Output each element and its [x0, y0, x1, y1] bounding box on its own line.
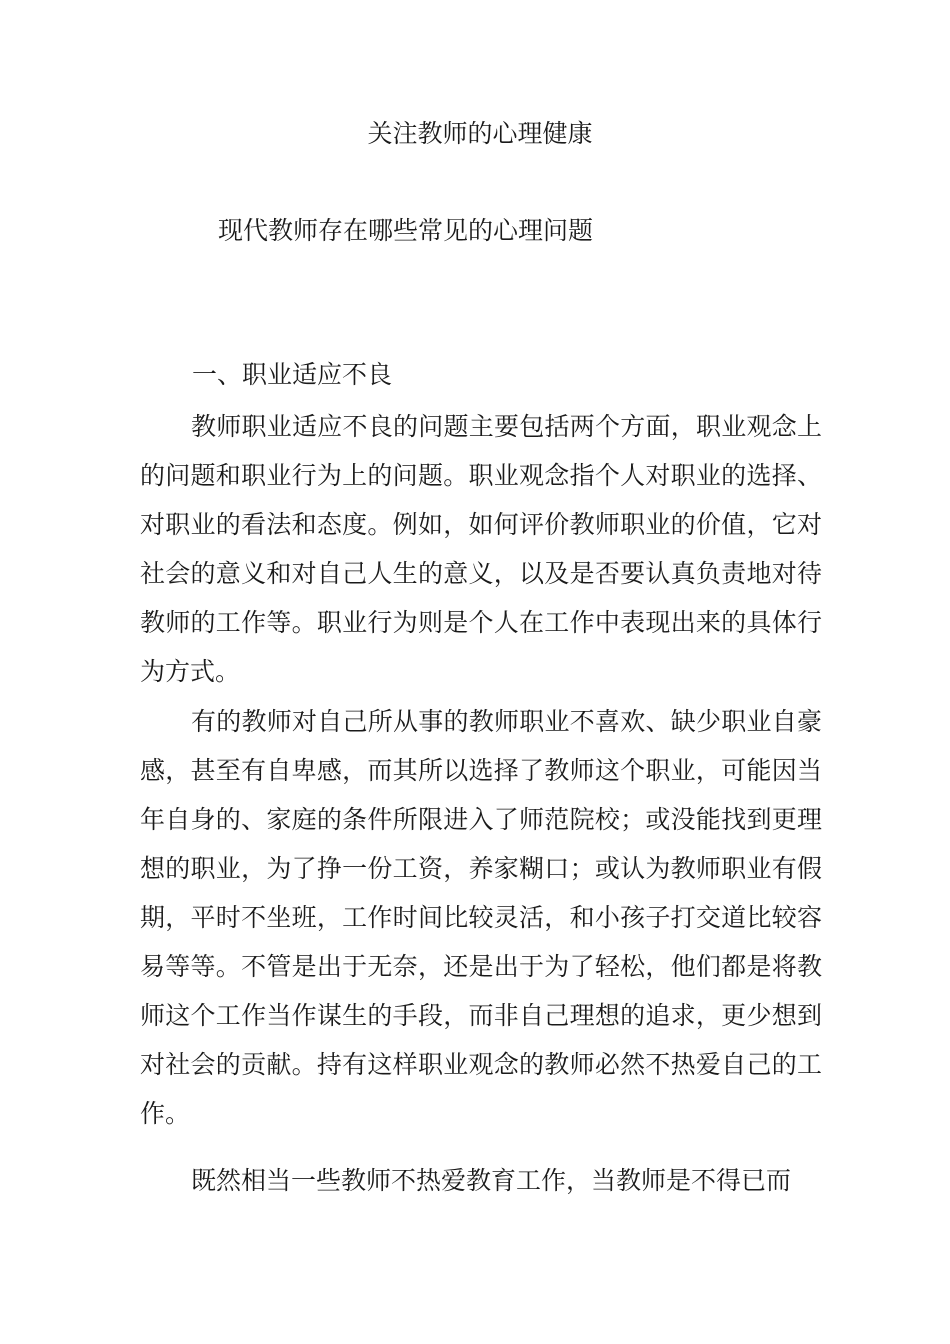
document-title: 关注教师的心理健康: [367, 119, 593, 148]
paragraph-2: 有的教师对自己所从事的教师职业不喜欢、缺少职业自豪感，甚至有自卑感，而其所以选择了教师这个职业，可能因当年自身的、家庭的条件所限进入了师范院校；或没能找到更理想的职业，为了挣一份工资，养家糊口；或认为教师职业有假期，平时不坐班，工作时间比较灵活，和小孩子打交道比较容易等等。不管是出于无奈，还是出于为了轻松，他们都是将教师这个工作当作谋生的手段，而非自己理想的追求，更少想到对社会的贡献。持有这样职业观念的教师必然不热爱自己的工作。: [140, 707, 822, 1128]
paragraph-1: 教师职业适应不良的问题主要包括两个方面，职业观念上的问题和职业行为上的问题。职业观念指个人对职业的选择、对职业的看法和态度。例如，如何评价教师职业的价值，它对社会的意义和对自己人生的意义，以及是否要认真负责地对待教师的工作等。职业行为则是个人在工作中表现出来的具体行为方式。: [140, 412, 822, 686]
section-heading: 一、职业适应不良: [192, 360, 393, 389]
paragraph-3: 既然相当一些教师不热爱教育工作，当教师是不得已而: [191, 1166, 792, 1195]
document-subtitle: 现代教师存在哪些常见的心理问题: [218, 216, 594, 245]
